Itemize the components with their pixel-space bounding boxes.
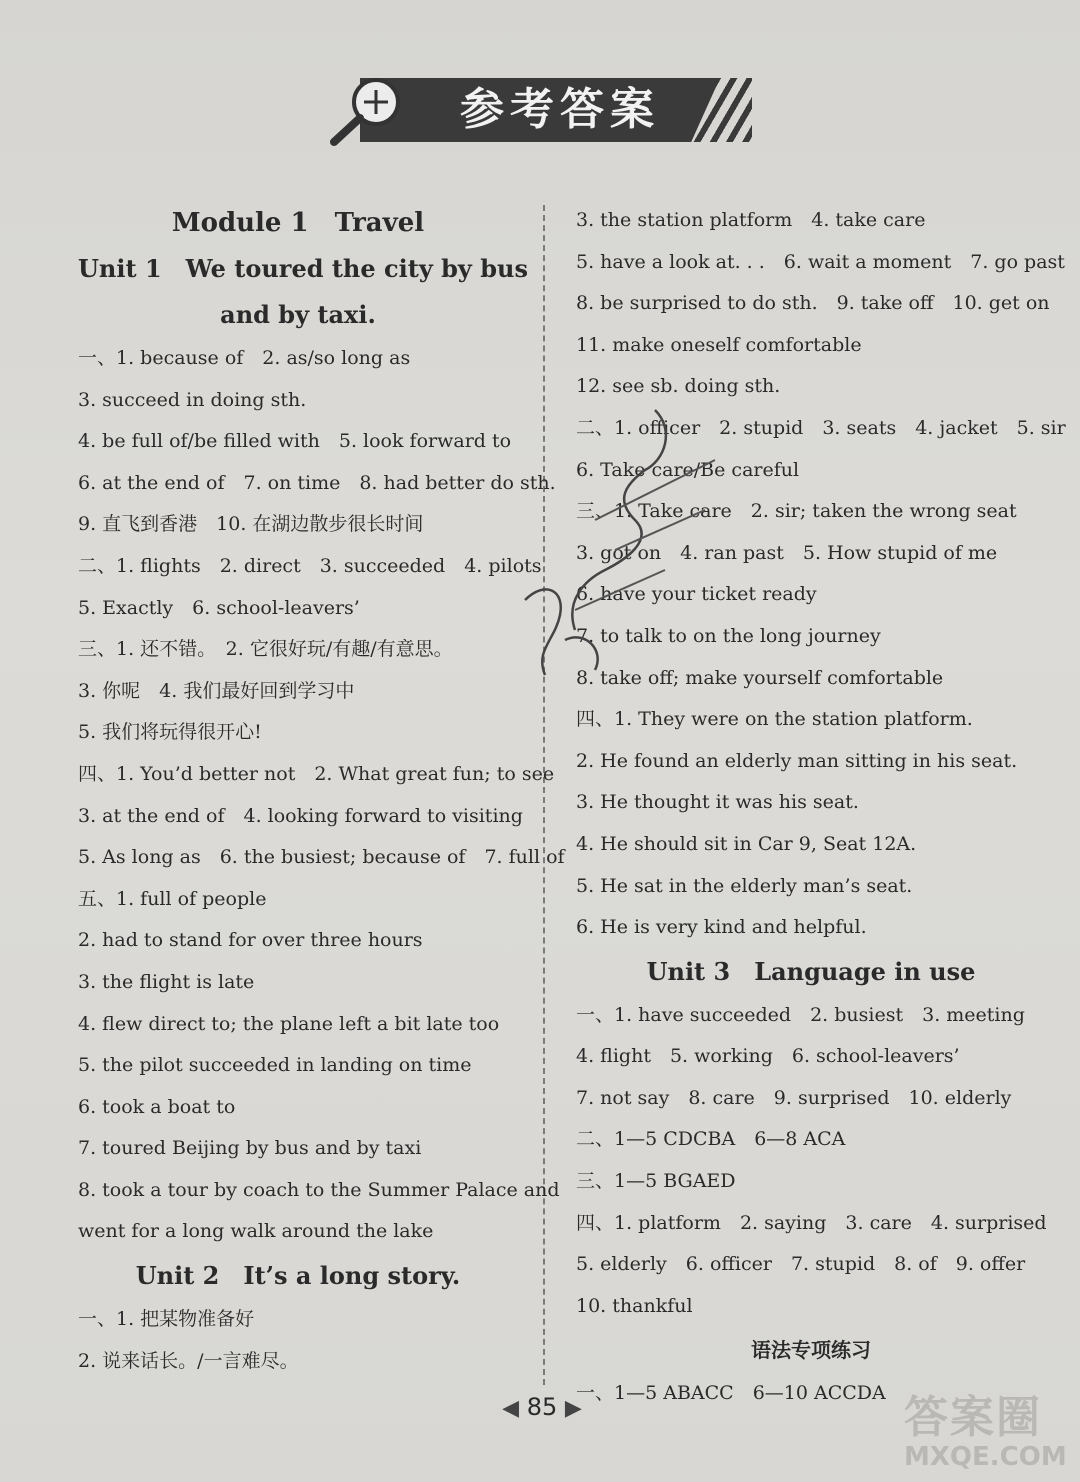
left-arrow-icon: ◀ [502,1396,520,1421]
answer-line: 3. at the end of 4. looking forward to visiting [78,804,523,827]
answer-line: 三、1—5 BGAED [576,1170,736,1193]
answer-line: 四、1. You’d better not 2. What great fun; to see [78,762,555,785]
answer-line: 三、1. Take care 2. sir; taken the wrong seat [576,500,1017,523]
page-title: 参考答案 [460,84,660,135]
answer-line: 5. Exactly 6. school-leavers’ [78,596,360,619]
answer-line: 四、1. They were on the station platform. [576,708,973,731]
answer-line: 3. He thought it was his seat. [576,791,859,814]
magnifier-icon [320,72,410,152]
column-divider [543,205,545,1385]
answer-line: 二、1. officer 2. stupid 3. seats 4. jacket 5. sir [576,416,1066,439]
watermark-en: MXQE.COM [904,1442,1067,1472]
answer-line: 2. 说来话长。/一言难尽。 [78,1349,299,1372]
watermark-zh: 答案圈 [904,1392,1042,1443]
answer-line: 二、1—5 CDCBA 6—8 ACA [576,1128,846,1151]
answer-line: 10. thankful [576,1294,693,1317]
answer-line: 一、1. have succeeded 2. busiest 3. meeting [576,1003,1025,1026]
answer-line: 5. He sat in the elderly man’s seat. [576,874,913,897]
answer-line: 4. be full of/be filled with 5. look forward to [78,430,512,453]
unit1-title-line1: Unit 1 We toured the city by bus [78,254,528,283]
answer-line: 2. He found an elderly man sitting in his seat. [576,749,1018,772]
answer-line: 一、1—5 ABACC 6—10 ACCDA [576,1382,886,1405]
answer-line: 7. toured Beijing by bus and by taxi [78,1137,422,1160]
header-banner [320,72,760,150]
answer-line: 三、1. 还不错。 2. 它很好玩/有趣/有意思。 [78,638,453,661]
module-title: Module 1 Travel [171,208,425,238]
answer-line: 4. He should sit in Car 9, Seat 12A. [576,832,917,855]
answer-line: 6. at the end of 7. on time 8. had better do sth. [78,471,556,494]
answer-line: 6. Take care/Be careful [576,458,800,481]
answer-line: 5. elderly 6. officer 7. stupid 8. of 9. offer [576,1253,1026,1276]
left-column [78,200,565,1382]
answer-line: 4. flew direct to; the plane left a bit late too [78,1012,500,1035]
answer-line: 4. flight 5. working 6. school-leavers’ [576,1045,960,1068]
answer-line: 6. have your ticket ready [576,583,817,606]
answer-line: 5. the pilot succeeded in landing on time [78,1054,472,1077]
answer-line: 6. He is very kind and helpful. [576,916,867,939]
answer-line: 8. took a tour by coach to the Summer Palace and [78,1178,560,1201]
answer-line: 3. got on 4. ran past 5. How stupid of me [576,541,998,564]
answer-line: 12. see sb. doing sth. [576,375,781,398]
page-footer [492,1393,592,1427]
answer-line: 3. the station platform 4. take care [576,209,926,231]
answer-line: 二、1. flights 2. direct 3. succeeded 4. pilots [78,554,542,577]
banner-stripes [682,78,752,142]
answer-line: 3. succeed in doing sth. [78,388,307,411]
unit3-title: Unit 3 Language in use [646,956,976,986]
answer-line: 五、1. full of people [78,887,267,910]
answer-line: 一、1. 把某物准备好 [78,1308,255,1331]
answer-line: 3. the flight is late [78,970,255,993]
answer-line: 一、1. because of 2. as/so long as [78,347,411,369]
grammar-title: 语法专项练习 [751,1338,871,1363]
answer-line: 5. have a look at. . . 6. wait a moment 7. go past [576,250,1065,273]
answer-line: 2. had to stand for over three hours [78,929,423,952]
unit1-title-line2: and by taxi. [220,300,376,329]
answer-line: 7. not say 8. care 9. surprised 10. elderly [576,1086,1012,1109]
right-column [576,200,1066,1415]
unit2-title: Unit 2 It’s a long story. [135,1261,461,1291]
answer-line: 5. As long as 6. the busiest; because of 7. full of [78,846,565,869]
handwritten-scribble [505,400,735,700]
answer-line: 3. 你呢 4. 我们最好回到学习中 [78,679,355,702]
answer-line: 7. to talk to on the long journey [576,624,881,647]
answer-line: 9. 直飞到香港 10. 在湖边散步很长时间 [78,513,424,536]
answer-line: 8. take off; make yourself comfortable [576,666,944,689]
answer-line: 5. 我们将玩得很开心! [78,721,262,744]
answer-line: went for a long walk around the lake [78,1220,434,1243]
page-number: 85 [526,1393,558,1421]
answer-line: 四、1. platform 2. saying 3. care 4. surprised [576,1211,1047,1234]
right-arrow-icon: ▶ [564,1396,582,1421]
answer-line: 6. took a boat to [78,1095,236,1118]
watermark [904,1394,1074,1474]
answer-line: 11. make oneself comfortable [576,333,862,356]
answer-line: 8. be surprised to do sth. 9. take off 10. get on [576,292,1050,315]
